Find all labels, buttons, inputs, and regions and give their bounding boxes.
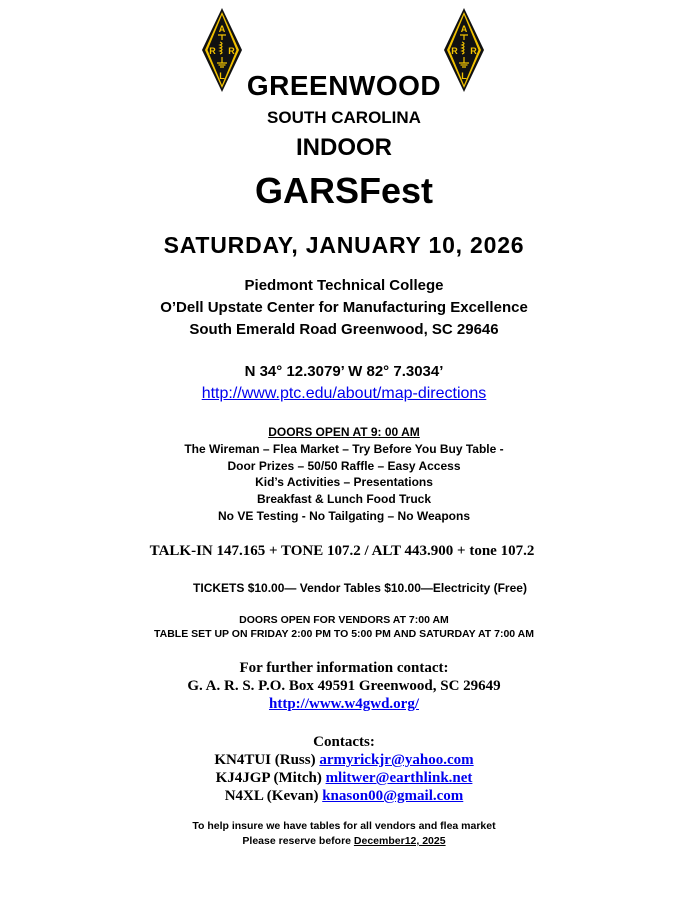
svg-text:R: R bbox=[228, 46, 235, 56]
event-date: SATURDAY, JANUARY 10, 2026 bbox=[163, 232, 525, 258]
doors-open-text: DOORS OPEN AT 9: 00 AM bbox=[268, 425, 420, 439]
info-heading: For further information contact: bbox=[239, 660, 449, 676]
contact-callsign: N4XL (Kevan) bbox=[224, 788, 319, 804]
contact-row bbox=[0, 752, 688, 769]
contacts-heading: Contacts: bbox=[313, 734, 375, 750]
feature-line: Door Prizes – 50/50 Raffle – Easy Access bbox=[227, 459, 461, 473]
svg-text:R: R bbox=[451, 46, 458, 56]
vendor-doors: DOORS OPEN FOR VENDORS AT 7:00 AM bbox=[239, 614, 449, 626]
svg-text:L: L bbox=[219, 71, 225, 81]
venue-name: Piedmont Technical College bbox=[244, 277, 444, 294]
svg-text:A: A bbox=[218, 24, 226, 34]
contact-callsign: KJ4JGP (Mitch) bbox=[215, 770, 322, 786]
info-address: G. A. R. S. P.O. Box 49591 Greenwood, SC 29649 bbox=[187, 678, 501, 694]
feature-line: Kid’s Activities – Presentations bbox=[255, 475, 433, 489]
contact-email-link[interactable]: knason00@gmail.com bbox=[322, 788, 464, 804]
venue-address: South Emerald Road Greenwood, SC 29646 bbox=[189, 321, 499, 338]
footer-reserve-prefix: Please reserve before bbox=[242, 835, 354, 847]
contact-row bbox=[0, 788, 688, 805]
website-link[interactable]: http://www.w4gwd.org/ bbox=[268, 696, 419, 712]
venue-coordinates: N 34° 12.3079’ W 82° 7.3034’ bbox=[244, 363, 444, 380]
directions-row bbox=[0, 385, 688, 403]
indoor-label: INDOOR bbox=[296, 134, 392, 161]
footer-reserve bbox=[0, 835, 688, 847]
svg-text:A: A bbox=[460, 24, 468, 34]
state-subtitle: SOUTH CAROLINA bbox=[267, 108, 421, 127]
talk-in: TALK-IN 147.165 + TONE 107.2 / ALT 443.900 + tone 107.2 bbox=[149, 543, 535, 559]
doors-open bbox=[0, 425, 688, 439]
footer-note: To help insure we have tables for all vendors and flea market bbox=[192, 820, 496, 832]
website-row bbox=[0, 696, 688, 713]
feature-line: The Wireman – Flea Market – Try Before You Buy Table - bbox=[184, 442, 504, 456]
tickets: TICKETS $10.00— Vendor Tables $10.00—Electricity (Free) bbox=[193, 581, 527, 595]
event-title: GARSFest bbox=[254, 170, 434, 211]
directions-link[interactable]: http://www.ptc.edu/about/map-directions bbox=[201, 385, 487, 402]
contact-row bbox=[0, 770, 688, 787]
svg-text:R: R bbox=[209, 46, 216, 56]
svg-text:L: L bbox=[461, 71, 467, 81]
contact-email-link[interactable]: armyrickjr@yahoo.com bbox=[319, 752, 474, 768]
contact-email-link[interactable]: mlitwer@earthlink.net bbox=[325, 770, 473, 786]
feature-line: No VE Testing - No Tailgating – No Weapons bbox=[217, 509, 470, 523]
vendor-setup: TABLE SET UP ON FRIDAY 2:00 PM TO 5:00 PM AND SATURDAY AT 7:00 AM bbox=[153, 628, 535, 640]
city-title: GREENWOOD bbox=[246, 70, 442, 101]
contact-callsign: KN4TUI (Russ) bbox=[214, 752, 316, 768]
reserve-deadline: December12, 2025 bbox=[353, 835, 446, 847]
feature-line: Breakfast & Lunch Food Truck bbox=[256, 492, 432, 506]
svg-text:R: R bbox=[470, 46, 477, 56]
venue-building: O’Dell Upstate Center for Manufacturing Excellence bbox=[160, 299, 528, 316]
